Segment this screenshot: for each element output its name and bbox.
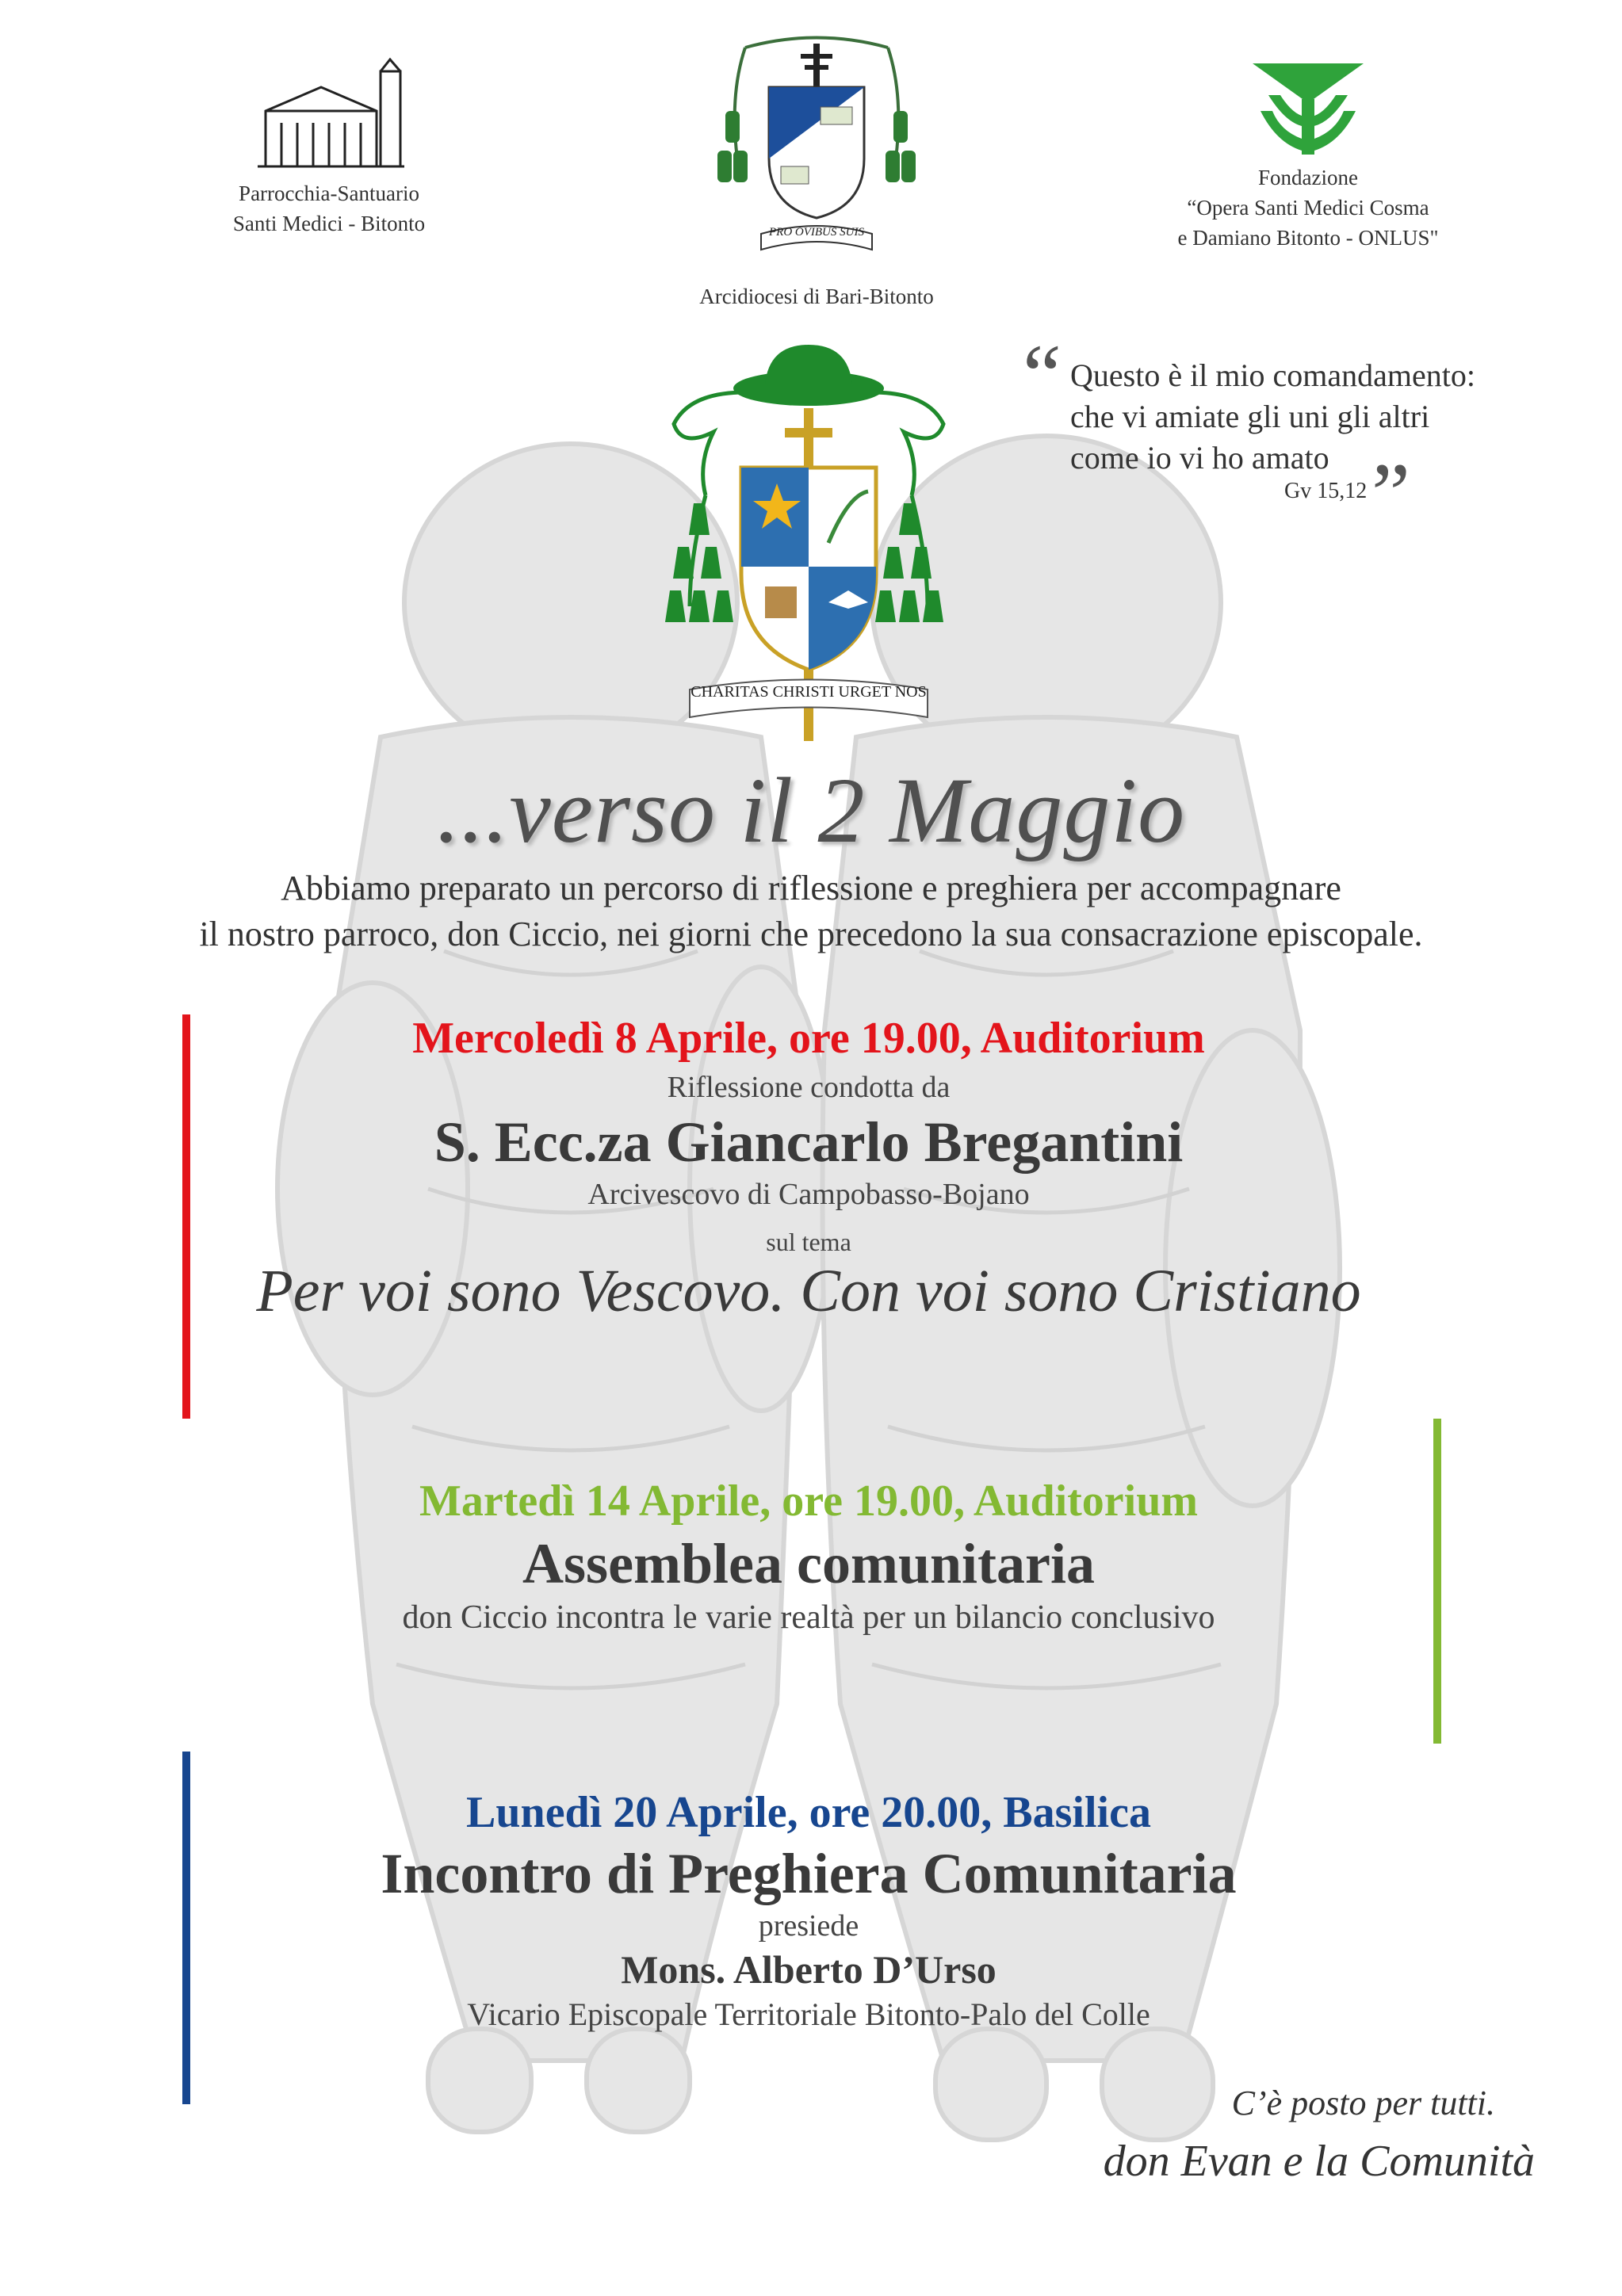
event3-role: Vicario Episcopale Territoriale Bitonto-Palo del Colle bbox=[467, 1996, 1150, 2032]
foundation-name-line1: Fondazione bbox=[1258, 166, 1358, 189]
archdiocese-motto: PRO OVIBUS SUIS bbox=[769, 226, 864, 239]
foundation-emblem-icon bbox=[1245, 55, 1371, 159]
church-icon bbox=[250, 55, 408, 174]
event1-accent-bar bbox=[182, 1014, 190, 1419]
parish-logo bbox=[182, 55, 476, 239]
archdiocese-coat-of-arms-icon bbox=[713, 32, 920, 254]
foundation-name-line3: e Damiano Bitonto - ONLUS" bbox=[1177, 226, 1439, 250]
quote-line1: Questo è il mio comandamento: bbox=[1070, 357, 1475, 393]
open-quote-icon: “ bbox=[1023, 327, 1062, 423]
event1-speaker: S. Ecc.za Giancarlo Bregantini bbox=[434, 1110, 1184, 1174]
event1-date: Mercoledì 8 Aprile, ore 19.00, Auditorium bbox=[412, 1014, 1205, 1063]
event3-title: Incontro di Preghiera Comunitaria bbox=[381, 1842, 1237, 1905]
quote-line2: che vi amiate gli uni gli altri bbox=[1070, 399, 1430, 434]
intro-line1: Abbiamo preparato un percorso di riflessione e preghiera per accompagnare bbox=[281, 869, 1341, 907]
event3-speaker: Mons. Alberto D’Urso bbox=[621, 1947, 997, 1992]
event1-theme: Per voi sono Vescovo. Con voi sono Cristiano bbox=[256, 1258, 1361, 1324]
close-quote-icon: ” bbox=[1371, 445, 1410, 542]
foundation-logo bbox=[1134, 55, 1482, 253]
event2-description: don Ciccio incontra le varie realtà per un bilancio conclusivo bbox=[402, 1599, 1215, 1636]
quote-reference: Gv 15,12 bbox=[1284, 479, 1368, 503]
bishop-coat-of-arms bbox=[658, 337, 959, 757]
gospel-quote bbox=[1023, 327, 1546, 542]
event3-connector: presiede bbox=[758, 1909, 859, 1943]
archdiocese-name: Arcidiocesi di Bari-Bitonto bbox=[699, 285, 934, 308]
event1 bbox=[198, 1013, 1419, 1326]
event2-title: Assemblea comunitaria bbox=[522, 1532, 1095, 1595]
bishop-motto: CHARITAS CHRISTI URGET NOS bbox=[690, 683, 927, 701]
intro-line2: il nostro parroco, don Ciccio, nei giorni che precedono la sua consacrazione episcopale. bbox=[199, 915, 1423, 953]
archdiocese-logo bbox=[634, 32, 999, 311]
parish-name-line2: Santi Medici - Bitonto bbox=[232, 212, 426, 235]
event1-connector: sul tema bbox=[766, 1228, 851, 1256]
event2 bbox=[198, 1476, 1419, 1637]
intro-text bbox=[0, 865, 1622, 957]
parish-name-line1: Parrocchia-Santuario bbox=[239, 181, 419, 205]
signature-line1: C’è posto per tutti. bbox=[1231, 2084, 1495, 2122]
foundation-name-line2: “Opera Santi Medici Cosma bbox=[1187, 196, 1429, 220]
page-title: ...verso il 2 Maggio bbox=[436, 758, 1186, 862]
signature-line2: don Evan e la Comunità bbox=[1103, 2137, 1535, 2186]
event1-pre: Riflessione condotta da bbox=[667, 1071, 951, 1104]
event3 bbox=[198, 1787, 1419, 2033]
event2-accent-bar bbox=[1433, 1419, 1441, 1744]
event3-date: Lunedì 20 Aprile, ore 20.00, Basilica bbox=[466, 1788, 1151, 1837]
event3-accent-bar bbox=[182, 1752, 190, 2104]
event1-role: Arcivescovo di Campobasso-Bojano bbox=[587, 1178, 1030, 1211]
quote-line3: come io vi ho amato bbox=[1070, 440, 1329, 476]
event2-date: Martedì 14 Aprile, ore 19.00, Auditorium bbox=[419, 1477, 1198, 1526]
